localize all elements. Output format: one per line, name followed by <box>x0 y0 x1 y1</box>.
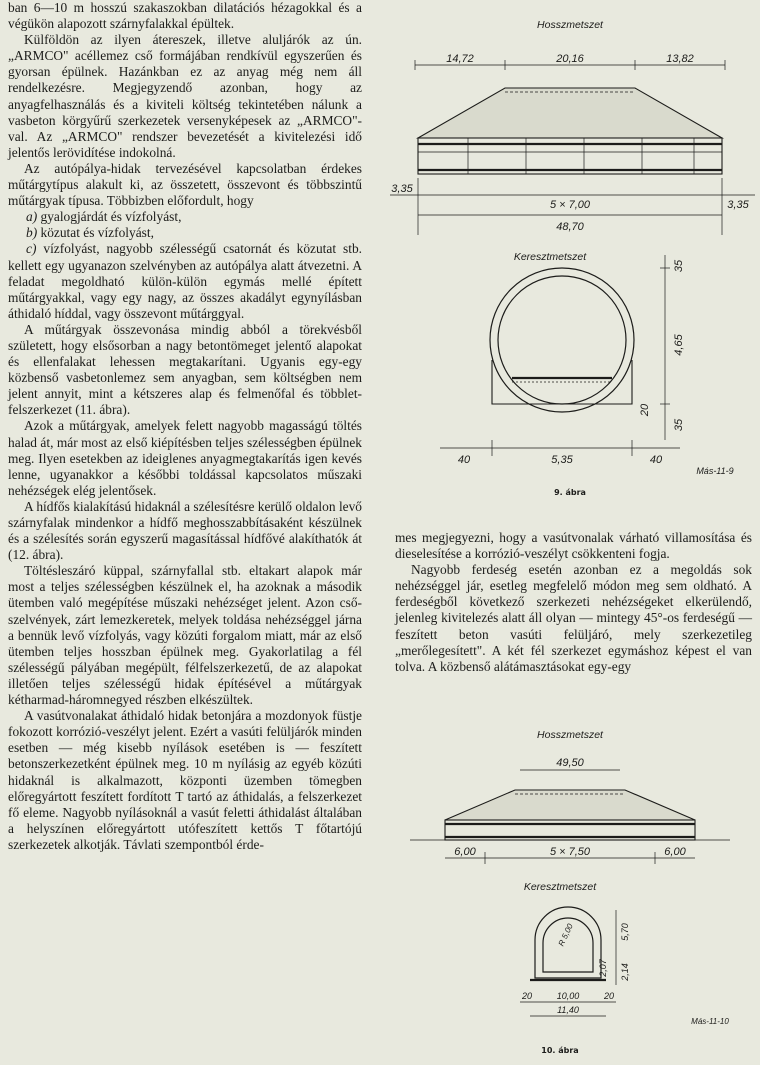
paragraph: Nagyobb ferdeség esetén azonban ez a megoldás sok nehézséggel jár, esetleg megfelelő módon meg sem oldható. A ferdeségből következő szerkezeti nehézségeket elkerülendő, jelenleg kivitelezés alatt áll olyan — mintegy 45°-os ferdeségű — feszített beton vasúti felüljáró, mely szerkezetileg „merőlegesített". A két fél szerkezet egymáshoz képest el van tolva. A közbenső alátámasztásokat egy-egy <box>395 562 752 674</box>
figure-10-drawing <box>380 729 760 1065</box>
figure-9-drawing <box>380 0 760 500</box>
dim-label: 40 <box>457 454 471 466</box>
list-item <box>8 225 362 241</box>
list-marker: a) <box>26 209 38 225</box>
fig9-cross-title: Keresztmetszet <box>513 251 587 263</box>
dim-label: 5,70 <box>620 923 630 941</box>
list-item <box>8 209 362 225</box>
dim-label: 20 <box>639 403 651 417</box>
list-text: vízfolyást, nagyobb szélességű csatornát és közutat stb. kellett egy ugyanazon szelvényben az autópálya alatt átvezetni. A feladat megoldható külön-külön egymás mellé épített műtárgyakkal, vagy egy nagy, az összes akadályt egynyílásban áthidaló híddal, vagy összevont műtárggyal. <box>8 241 362 321</box>
figure-9 <box>380 0 760 500</box>
figure-caption: 10. ábra <box>541 1046 579 1055</box>
radius-label: R 5,00 <box>556 922 575 948</box>
paragraph: Az autópálya-hidak tervezésével kapcsolatban érdekes műtárgytípus alakult ki, az összetett, összevont és többszintű műtárgyak típusa. Többizben előfordult, hogy <box>8 160 362 209</box>
figure-10 <box>380 729 760 1065</box>
dim-label: 5 × 7,50 <box>549 846 591 858</box>
paragraph: A hídfős kialakítású hidaknál a szélesítésre kerülő oldalon levő szárnyfalak mindenkor a hídfő meghosszabbításaként készülnek és a szélesítés során egyszerű magasítással hídfővé alakíthatók át (12. ábra). <box>8 498 362 563</box>
embankment <box>445 790 695 820</box>
dim-label: 40 <box>649 454 663 466</box>
dim-label: 6,00 <box>664 846 686 858</box>
pipe-inner <box>498 276 626 404</box>
figure-caption: 9. ábra <box>554 488 586 497</box>
dim-label: 3,35 <box>727 199 749 211</box>
list-marker: c) <box>26 241 37 257</box>
dim-label: 4,65 <box>673 334 685 356</box>
dim-label: 5 × 7,00 <box>549 199 591 211</box>
left-text-column <box>8 0 362 1065</box>
dim-label: 20 <box>521 991 533 1001</box>
dim-label: 13,82 <box>666 53 694 65</box>
embankment <box>418 88 722 138</box>
dim-label: 35 <box>673 418 685 432</box>
paragraph: Töltésleszáró küppal, szárnyfallal stb. eltakart alapok már most a teljes szélességben készülnek el, ha azoknak a második ütemben való megépítése műszaki nehézséget jelent. Azon cső-szelvények, zárt lemezkeretek, melyek toldása nehézséggel járna a bennük levő vízfolyás, vagy közúti forgalom miatt, már az első ütemben teljes hosszban épülnek meg. Gyakorlatilag a fél szélességű pályában megépült, félfelszerkezetű, de az alapokat illetően teljes szélességű hidak építésével a műtárgyak kétharmad-háromnegyed részben elkészültek. <box>8 563 362 708</box>
paragraph: A műtárgyak összevonása mindig abból a törekvésből született, hogy elsősorban a nagy betontömeget jelentő alapokat és ellenfalakat lehessen megtakarítani. Ugyanis egy-egy közbenső vasbetonlemez sem anyagban, sem költségben nem jelent annyit, mint a kétszeres alap és felmenőfal és többlet-felszerkezet (11. ábra). <box>8 321 362 418</box>
list-text: közutat és vízfolyást, <box>37 225 154 241</box>
fig10-cross-title: Keresztmetszet <box>523 881 597 893</box>
dim-label: 2,07 <box>598 959 608 977</box>
list-text: gyalogjárdát és vízfolyást, <box>37 209 182 225</box>
paragraph: Külföldön az ilyen átereszek, illetve aluljárók az ún. „ARMCO" acéllemez cső formájában rendkívül egyszerűen és gyorsan épülnek. Hazánkban ez az anyag még nem áll rendelkezésre. Megjegyzendő azonban, hogy az anyagfelhasználás és a kiviteli költség tekintetében nálunk a vasbeton körgyűrű szerkezetek versenyképesek az „ARMCO"-val. Az „ARMCO" rendszer bevezetését a kivitelezési idő jelentős lerövidítése indokolná. <box>8 32 362 160</box>
dim-label: 49,50 <box>556 757 584 769</box>
dim-label: 35 <box>673 259 685 273</box>
fig9-long-title: Hosszmetszet <box>537 19 603 31</box>
dim-label: 5,35 <box>551 454 573 466</box>
paragraph: A vasútvonalakat áthidaló hidak betonjára a mozdonyok füstje fokozott korrózió-veszélyt jelent. Ezért a vasúti felüljárók minden esetben — még kisebb nyílások esetében is — feszített betonszerkezetként épülnek meg. 10 m nyílásig az egyéb közúti hidaknál is alkalmazott, központi üzemben tömegben előregyártott feszített fordított T tartó az áthidalás, a felszerkezet fő eleme. Nagyobb nyílásoknál a vasút feletti áthidalást általában a helyszínen előregyártott utófeszített kettős T főtartójú szerkezetek alkotják. Távlati szempontból érde- <box>8 708 362 852</box>
dim-label: 6,00 <box>454 846 476 858</box>
dim-label: 20,16 <box>556 53 584 65</box>
right-text-column <box>395 530 752 675</box>
dim-label: 2,14 <box>620 963 630 981</box>
dim-label: 3,35 <box>391 183 413 195</box>
dim-label: 11,40 <box>557 1005 579 1015</box>
paragraph: ban 6—10 m hosszú szakaszokban dilatációs hézagokkal és a végükön alapozott szárnyfalakkal épültek. <box>8 0 362 32</box>
paragraph: Azok a műtárgyak, amelyek felett nagyobb magasságú töltés halad át, már most az első kiépítésben teljes szélességben épülnek meg. Ilyen esetekben az ideiglenes anyagmegtakarítás igen kevés lenne, ugyanakkor a későbbi toldással kapcsolatos műszaki nehézségek elég jelentősek. <box>8 418 362 498</box>
paragraph: mes megjegyezni, hogy a vasútvonalak várható villamosítása és dieselesítése a korrózió-veszélyt csökkenteni fogja. <box>395 530 752 562</box>
fig10-long-title: Hosszmetszet <box>537 729 603 741</box>
dim-label: 48,70 <box>556 221 584 233</box>
dim-label: 14,72 <box>446 53 474 65</box>
dim-label: 20 <box>603 991 615 1001</box>
pipe-outer <box>490 268 634 412</box>
figure-code: Más-11-9 <box>696 466 734 476</box>
figure-code: Más-11-10 <box>691 1017 729 1026</box>
dim-label: 10,00 <box>556 991 580 1001</box>
list-item <box>8 241 362 321</box>
list-marker: b) <box>26 225 38 241</box>
